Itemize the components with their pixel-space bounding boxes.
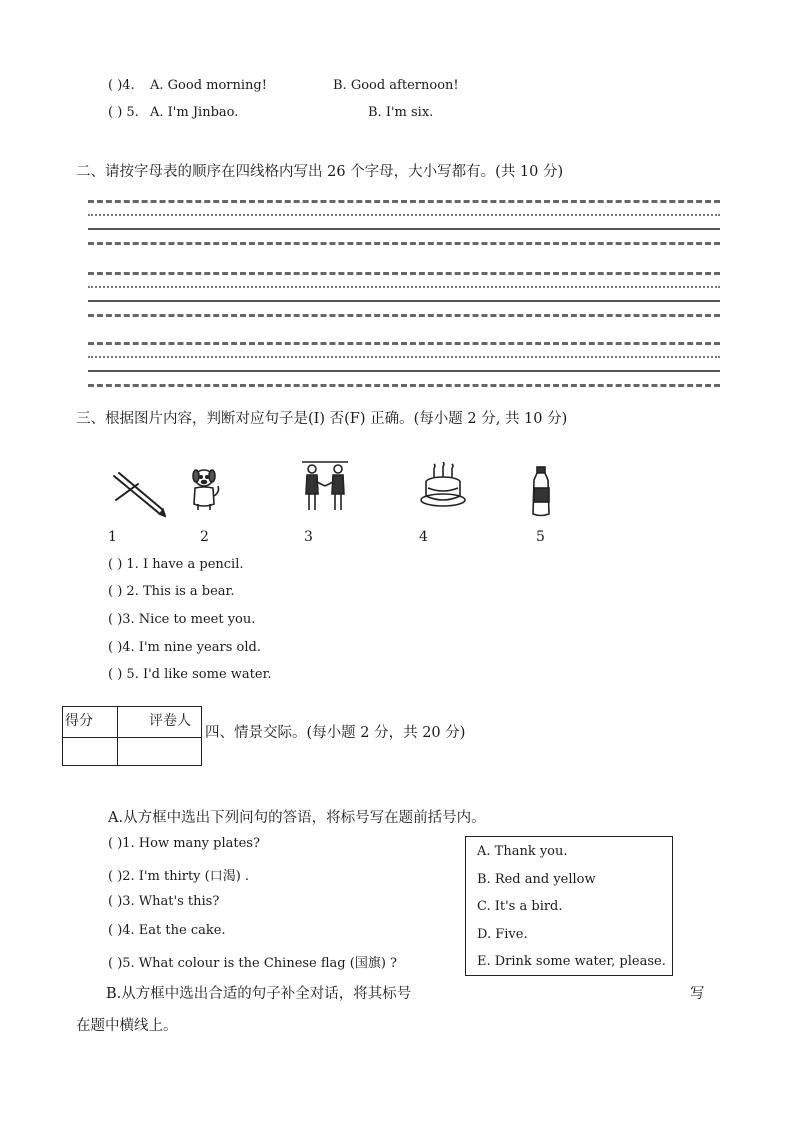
section-4-heading: 四、情景交际。(每小题 2 分，共 20 分) [205,725,466,741]
grader-cell[interactable] [118,738,201,765]
question-5-option-a: A. I'm Jinbao. [150,105,239,120]
part-a-instruction: A.从方框中选出下列问句的答语，将标号写在题前括号内。 [108,810,486,826]
score-table [62,706,202,766]
judgment-item-2: ( ) 2. This is a bear. [108,584,235,599]
dog-icon [186,464,222,512]
question-5-paren: ( ) 5. [108,105,139,120]
grid-line [88,228,720,230]
picture-number-3: 3 [304,529,313,545]
section-2-heading: 二、请按字母表的顺序在四线格内写出 26 个字母，大小写都有。(共 10 分) [76,164,564,180]
pencil-icon [110,470,166,518]
dialogue-question-3: ( )3. What's this? [108,894,220,909]
question-4-paren: ( )4. [108,78,135,93]
answer-option-d: D. Five. [477,927,528,942]
four-line-writing-grid[interactable] [88,192,720,392]
picture-number-4: 4 [419,529,428,545]
grid-line [88,342,720,345]
judgment-item-4: ( )4. I'm nine years old. [108,640,261,655]
grid-line [88,384,720,387]
birthday-cake-icon [418,462,468,510]
answer-option-a: A. Thank you. [477,844,568,859]
dialogue-question-5: ( )5. What colour is the Chinese flag (国旗) ? [108,956,398,971]
answer-options-box [465,836,673,976]
judgment-item-1: ( ) 1. I have a pencil. [108,557,244,572]
part-b-instruction-end: 写 [690,986,705,1002]
grader-label: 评卷人 [149,713,191,729]
grid-line [88,356,720,358]
question-4-option-a: A. Good morning! [150,78,267,93]
question-5-option-b: B. I'm six. [368,105,434,120]
dialogue-question-2: ( )2. I'm thirty (口渴) . [108,869,250,884]
picture-number-2: 2 [200,529,209,545]
water-bottle-icon [528,466,554,518]
picture-number-5: 5 [536,529,545,545]
grid-line [88,300,720,302]
answer-option-b: B. Red and yellow [477,872,596,887]
picture-number-1: 1 [108,529,117,545]
question-4-option-b: B. Good afternoon! [333,78,459,93]
grid-line [88,242,720,245]
grid-line [88,200,720,203]
answer-option-e: E. Drink some water, please. [477,954,666,969]
judgment-item-3: ( )3. Nice to meet you. [108,612,256,627]
part-b-instruction-line-2: 在题中横线上。 [76,1018,178,1034]
grid-line [88,314,720,317]
judgment-item-5: ( ) 5. I'd like some water. [108,667,272,682]
grid-line [88,370,720,372]
part-b-instruction: B.从方框中选出合适的句子补全对话，将其标号 [106,986,412,1002]
score-cell[interactable] [64,738,116,765]
answer-option-c: C. It's a bird. [477,899,563,914]
dialogue-question-1: ( )1. How many plates? [108,836,260,851]
dialogue-question-4: ( )4. Eat the cake. [108,923,226,938]
handshake-icon [300,460,350,512]
grid-line [88,286,720,288]
grid-line [88,272,720,275]
section-3-heading: 三、根据图片内容，判断对应句子是(I) 否(F) 正确。(每小题 2 分, 共 10 分) [76,411,568,427]
score-label: 得分 [65,713,93,729]
grid-line [88,214,720,216]
